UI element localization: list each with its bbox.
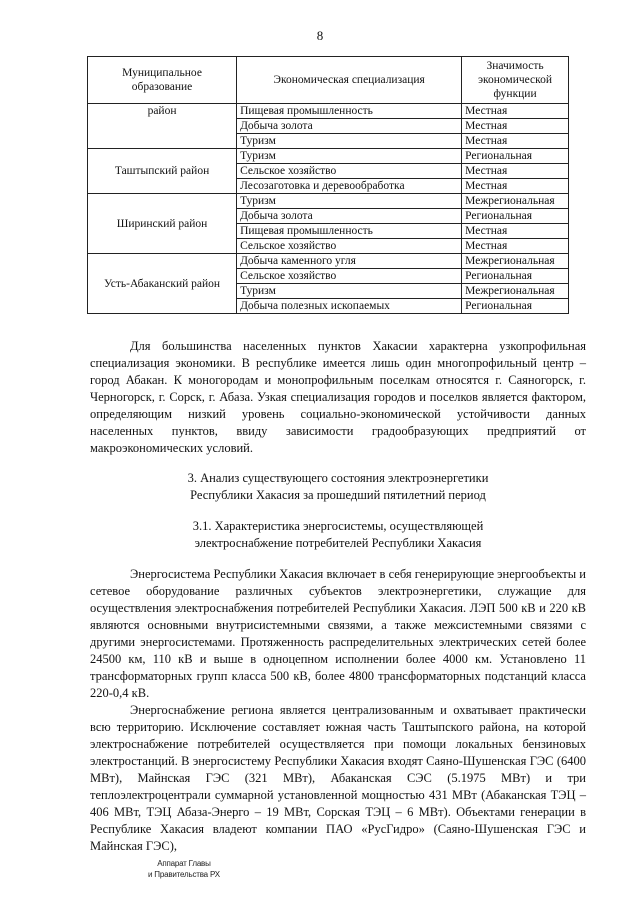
significance-cell: Межрегиональная: [462, 194, 569, 209]
specialization-cell: Пищевая промышленность: [237, 104, 462, 119]
stamp-line: Аппарат Главы: [157, 859, 211, 868]
significance-cell: Региональная: [462, 149, 569, 164]
significance-cell: Региональная: [462, 269, 569, 284]
significance-cell: Местная: [462, 134, 569, 149]
municipality-cell: район: [88, 104, 237, 149]
heading-line: 3.1. Характеристика энергосистемы, осуществляющей: [192, 519, 484, 533]
specialization-cell: Пищевая промышленность: [237, 224, 462, 239]
table-header-row: [88, 57, 569, 104]
paragraph-specialization: [90, 338, 586, 457]
significance-cell: Местная: [462, 104, 569, 119]
table-row: [88, 149, 569, 164]
specialization-cell: Добыча золота: [237, 209, 462, 224]
heading-line: Республики Хакасия за прошедший пятилетний период: [190, 488, 486, 502]
section-heading-3-1: [90, 518, 586, 552]
specialization-cell: Туризм: [237, 284, 462, 299]
section-heading-3: [90, 470, 586, 504]
header-significance: Значимость экономической функции: [462, 57, 569, 104]
municipality-cell: Ширинский район: [88, 194, 237, 254]
specialization-cell: Туризм: [237, 134, 462, 149]
significance-cell: Местная: [462, 179, 569, 194]
specialization-cell: Добыча полезных ископаемых: [237, 299, 462, 314]
significance-cell: Региональная: [462, 209, 569, 224]
paragraph-text: Для большинства населенных пунктов Хакасии характерна узкопрофильная специализация экономики. В республике имеется лишь один многопрофильный центр – город Абакан. К моногородам и монопрофильным поселкам относятся г. Саяногорск, г. Черногорск, г. Сорск, г. Абаза. Узкая специализация городов и поселков является фактором, определяющим низкий уровень социально-экономической устойчивости данных населенных пунктов, ввиду зависимости градообразующих предприятий от макроэкономических условий.: [90, 339, 586, 455]
table-row: [88, 104, 569, 119]
specialization-cell: Лесозаготовка и деревообработка: [237, 179, 462, 194]
heading-line: 3. Анализ существующего состояния электроэнергетики: [187, 471, 489, 485]
significance-cell: Межрегиональная: [462, 254, 569, 269]
specialization-cell: Сельское хозяйство: [237, 239, 462, 254]
municipality-cell: Усть-Абаканский район: [88, 254, 237, 314]
specialization-cell: Добыча золота: [237, 119, 462, 134]
heading-line: электроснабжение потребителей Республики Хакасия: [194, 536, 482, 550]
paragraph-text: Энергосистема Республики Хакасия включает в себя генерирующие энергообъекты и сетевое оборудование различных субъектов электроэнергетики, служащие для осуществления электроснабжения потребителей Республики Хакасия. ЛЭП 500 кВ и 220 кВ являются основными внутрисистемными связями, а также межсистемными связями с другими энергосистемами. Протяженность распределительных электрических сетей более 24500 км, 110 кВ и выше в одноцепном исполнении более 4000 км. Установлено 11 трансформаторных групп класса 500 кВ, более 4800 трансформаторных подстанций класса 220-0,4 кВ.: [90, 567, 586, 700]
specialization-cell: Туризм: [237, 194, 462, 209]
significance-cell: Местная: [462, 224, 569, 239]
table-row: [88, 194, 569, 209]
office-stamp: [148, 858, 220, 880]
specialization-cell: Сельское хозяйство: [237, 164, 462, 179]
significance-cell: Местная: [462, 239, 569, 254]
specialization-cell: Туризм: [237, 149, 462, 164]
page-number: 8: [316, 28, 324, 43]
paragraph-energy-system: [90, 566, 586, 855]
significance-cell: Местная: [462, 164, 569, 179]
municipality-cell: Таштыпский район: [88, 149, 237, 194]
significance-cell: Региональная: [462, 299, 569, 314]
specialization-cell: Добыча каменного угля: [237, 254, 462, 269]
specialization-table: [87, 56, 569, 314]
header-specialization: Экономическая специализация: [237, 57, 462, 104]
significance-cell: Межрегиональная: [462, 284, 569, 299]
significance-cell: Местная: [462, 119, 569, 134]
table-row: [88, 254, 569, 269]
specialization-cell: Сельское хозяйство: [237, 269, 462, 284]
header-municipality: Муниципальное образование: [88, 57, 237, 104]
paragraph-text: Энергоснабжение региона является централизованным и охватывает практически всю территорию. Исключение составляет южная часть Таштыпского района, на которой электроснабжение потребителей осуществляется при помощи локальных бензиновых электростанций. В энергосистему Республики Хакасия входят Саяно-Шушенская ГЭС (6400 МВт), Майнская ГЭС (321 МВт), Абаканская СЭС (5.1975 МВт) и три теплоэлектроцентрали суммарной установленной мощностью 431 МВт (Абаканская ТЭЦ – 406 МВт, ТЭЦ Абаза-Энерго – 19 МВт, Сорская ТЭЦ – 6 МВт). Объектами генерации в Республике Хакасия владеют компании ПАО «РусГидро» (Саяно-Шушенская ГЭС и Майнская ГЭС),: [90, 703, 586, 853]
stamp-line: и Правительства РХ: [148, 870, 220, 879]
